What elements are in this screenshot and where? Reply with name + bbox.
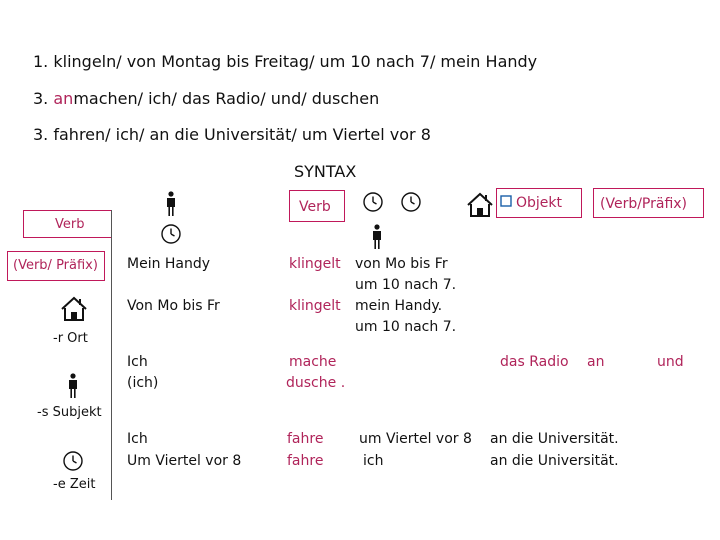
example-1-text: klingeln/ von Montag bis Freitag/ um 10 nach 7/ mein Handy xyxy=(53,52,538,71)
house-icon xyxy=(466,192,494,218)
row3-verb2: dusche . xyxy=(286,375,346,391)
row3-object: das Radio xyxy=(500,354,569,370)
verb-praefix-label: (Verb/Präfix) xyxy=(600,196,688,212)
row2-time2: um 10 nach 7. xyxy=(355,319,457,335)
verb-praefix-left-label: (Verb/ Präfix) xyxy=(13,258,98,273)
clock-icon xyxy=(62,450,84,472)
example-2-number: 3. xyxy=(33,89,49,108)
clock-icon xyxy=(400,191,422,213)
syntax-title: SYNTAX xyxy=(294,162,357,181)
row3-subject: Ich xyxy=(127,354,148,370)
checkbox-icon xyxy=(500,195,512,211)
row1-subject: Mein Handy xyxy=(127,256,211,272)
row2-subject: mein Handy. xyxy=(355,298,443,314)
example-2-prefix: an xyxy=(53,89,74,108)
example-1-number: 1. xyxy=(33,52,49,71)
row4-subject: Ich xyxy=(127,431,148,447)
house-icon xyxy=(60,296,88,322)
verb-praefix-box xyxy=(593,188,704,218)
row3-subject2: (ich) xyxy=(127,375,159,391)
row4-verb2: fahre xyxy=(287,453,324,469)
divider-line xyxy=(111,210,112,500)
example-1 xyxy=(33,52,537,71)
person-icon xyxy=(370,224,384,250)
legend-subjekt: -s Subjekt xyxy=(37,405,102,420)
example-3-text: fahren/ ich/ an die Universität/ um Viertel vor 8 xyxy=(53,125,431,144)
clock-icon xyxy=(362,191,384,213)
row4-place1: an die Universität. xyxy=(490,431,619,447)
row1-time1: von Mo bis Fr xyxy=(355,256,448,272)
legend-zeit: -e Zeit xyxy=(53,477,96,492)
person-icon xyxy=(66,373,80,399)
row4-place2: an die Universität. xyxy=(490,453,619,469)
verb-praefix-left-box xyxy=(7,251,105,281)
legend-ort: -r Ort xyxy=(53,331,88,346)
example-2-text: machen/ ich/ das Radio/ und/ duschen xyxy=(73,89,380,108)
example-3-number: 3. xyxy=(33,125,49,144)
objekt-label: Objekt xyxy=(516,195,563,211)
row2-time: Von Mo bis Fr xyxy=(127,298,220,314)
row4-verb1: fahre xyxy=(287,431,324,447)
person-icon xyxy=(164,191,178,217)
verb-center-label: Verb xyxy=(299,199,331,215)
row3-verb1: mache xyxy=(289,354,337,370)
example-3 xyxy=(33,125,431,144)
example-2 xyxy=(33,89,379,108)
row3-und: und xyxy=(657,354,684,370)
verb-left-label: Verb xyxy=(55,217,85,232)
clock-icon xyxy=(160,223,182,245)
verb-left-box xyxy=(23,210,112,238)
row4-time: Um Viertel vor 8 xyxy=(127,453,242,469)
row3-prefix: an xyxy=(587,354,605,370)
row1-verb: klingelt xyxy=(289,256,341,272)
row2-verb: klingelt xyxy=(289,298,341,314)
row1-time2: um 10 nach 7. xyxy=(355,277,457,293)
row4-time2: um Viertel vor 8 xyxy=(359,431,472,447)
verb-center-box xyxy=(289,190,345,222)
objekt-box xyxy=(496,188,582,218)
row4-subject2: ich xyxy=(363,453,384,469)
